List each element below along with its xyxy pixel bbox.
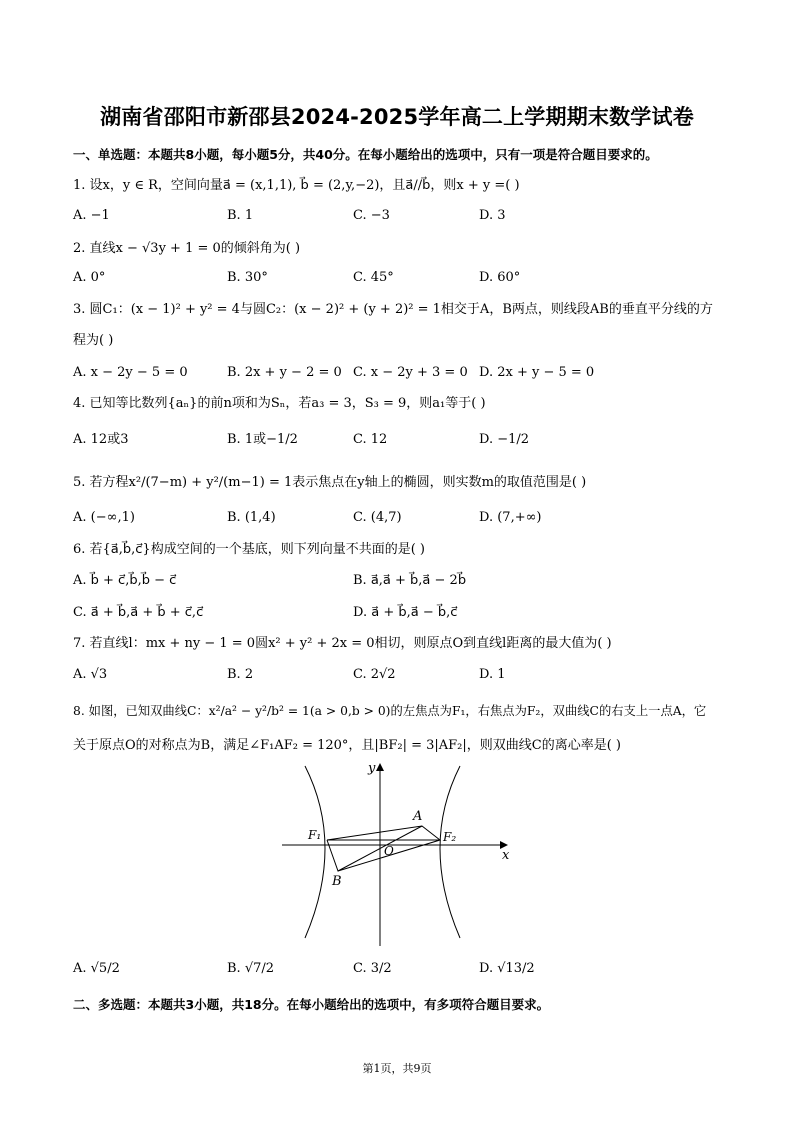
q7-option-a: A. √3 [73,667,108,682]
question-8-cont: 关于原点O的对称点为B，满足∠F₁AF₂ = 120°，且|BF₂| = 3|AF₂|，则双曲线C的离心率是( ) [73,738,621,753]
question-8: 8. 如图，已知双曲线C：x²/a² − y²/b² = 1(a > 0,b > 0)的左焦点为F₁，右焦点为F₂，双曲线C的右支上一点A，它 [73,704,707,718]
page-footer: 第1页，共9页 [362,1062,432,1075]
q2-option-b: B. 30° [227,270,268,285]
q8-option-d: D. √13/2 [479,961,535,976]
q2-option-d: D. 60° [479,270,521,285]
label-y: y [368,761,376,776]
question-7: 7. 若直线l：mx + ny − 1 = 0圆x² + y² + 2x = 0相切，则原点O到直线l距离的最大值为( ) [73,636,612,651]
q7-option-b: B. 2 [227,667,254,682]
label-f1: F₁ [308,828,322,842]
hyperbola-figure [270,758,520,958]
q8-option-c: C. 3/2 [353,961,392,976]
q8-option-a: A. √5/2 [73,961,120,976]
q5-option-d: D. (7,+∞) [479,510,542,525]
q6-option-c: C. a⃗ + b⃗,a⃗ + b⃗ + c⃗,c⃗ [73,605,204,620]
q1-option-d: D. 3 [479,208,506,223]
page-title: 湖南省邵阳市新邵县2024-2025学年高二上学期期末数学试卷 [100,105,694,129]
section-2-header: 二、多选题：本题共3小题，共18分。在每小题给出的选项中，有多项符合题目要求。 [73,997,550,1012]
q2-option-a: A. 0° [73,270,106,285]
question-3-cont: 程为( ) [73,333,114,348]
q3-option-a: A. x − 2y − 5 = 0 [73,365,188,380]
q5-option-a: A. (−∞,1) [73,510,135,525]
q3-option-d: D. 2x + y − 5 = 0 [479,365,595,380]
question-6: 6. 若{a⃗,b⃗,c⃗}构成空间的一个基底，则下列向量不共面的是( ) [73,542,425,557]
section-1-header: 一、单选题：本题共8小题，每小题5分，共40分。在每小题给出的选项中，只有一项是符合题目要求的。 [73,147,658,162]
hyperbola-right-branch [440,766,460,938]
q4-option-b: B. 1或−1/2 [227,432,298,447]
q6-option-b: B. a⃗,a⃗ + b⃗,a⃗ − 2b⃗ [353,573,467,588]
q8-option-b: B. √7/2 [227,961,275,976]
label-a: A [413,809,423,824]
q7-option-c: C. 2√2 [353,667,396,682]
q7-option-d: D. 1 [479,667,506,682]
label-x: x [502,848,510,863]
question-5: 5. 若方程x²/(7−m) + y²/(m−1) = 1表示焦点在y轴上的椭圆，则实数m的取值范围是( ) [73,475,587,490]
question-4: 4. 已知等比数列{aₙ}的前n项和为Sₙ，若a₃ = 3，S₃ = 9，则a₁等于( ) [73,396,486,411]
question-3: 3. 圆C₁：(x − 1)² + y² = 4与圆C₂：(x − 2)² + (y + 2)² = 1相交于A，B两点，则线段AB的垂直平分线的方 [73,302,713,317]
label-f2: F₂ [443,830,457,844]
question-2: 2. 直线x − √3y + 1 = 0的倾斜角为( ) [73,241,301,256]
q5-option-b: B. (1,4) [227,510,276,525]
label-b: B [332,874,342,889]
q6-option-a: A. b⃗ + c⃗,b⃗,b⃗ − c⃗ [73,573,177,588]
q4-option-c: C. 12 [353,432,388,447]
q6-option-d: D. a⃗ + b⃗,a⃗ − b⃗,c⃗ [353,605,458,620]
hyperbola-left-branch [305,766,325,938]
q4-option-a: A. 12或3 [73,432,129,447]
question-1: 1. 设x，y ∈ R，空间向量a⃗ = (x,1,1), b⃗ = (2,y,−2)，且a⃗//b⃗，则x + y =( ) [73,178,520,193]
q3-option-c: C. x − 2y + 3 = 0 [353,365,468,380]
q2-option-c: C. 45° [353,270,394,285]
q1-option-c: C. −3 [353,208,390,223]
q5-option-c: C. (4,7) [353,510,402,525]
q1-option-a: A. −1 [73,208,110,223]
q4-option-d: D. −1/2 [479,432,530,447]
label-o: O [384,844,394,858]
q3-option-b: B. 2x + y − 2 = 0 [227,365,342,380]
q1-option-b: B. 1 [227,208,254,223]
